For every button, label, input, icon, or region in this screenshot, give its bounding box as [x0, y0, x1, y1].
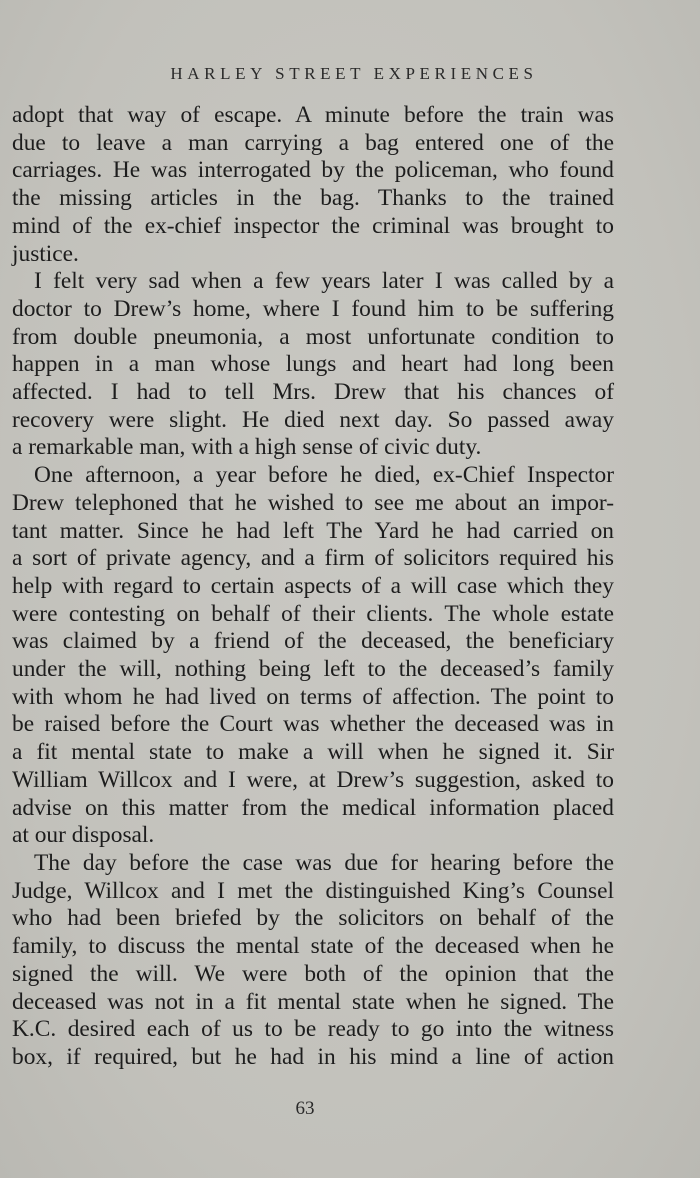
text-line: carriages. He was interrogated by the policeman, who found — [12, 157, 614, 184]
text-line: from double pneumonia, a most unfortunate condition to — [12, 323, 614, 350]
text-line: affected. I had to tell Mrs. Drew that his chances of — [12, 379, 614, 406]
text-line: deceased was not in a fit mental state when he signed. The — [12, 988, 614, 1015]
text-line: at our disposal. — [12, 822, 155, 849]
text-line: help with regard to certain aspects of a will case which they — [12, 572, 614, 599]
text-line: family, to discuss the mental state of the deceased when he — [12, 933, 614, 960]
text-line: doctor to Drew’s home, where I found him to be suffering — [12, 295, 614, 322]
text-line: mind of the ex-chief inspector the criminal was brought to — [12, 212, 614, 239]
text-line: tant matter. Since he had left The Yard he had carried on — [12, 517, 614, 544]
text-line: I felt very sad when a few years later I was called by a — [34, 268, 614, 295]
text-line: a sort of private agency, and a firm of solicitors required his — [12, 545, 614, 572]
text-line: K.C. desired each of us to be ready to go into the witness — [12, 1016, 614, 1043]
text-line: adopt that way of escape. A minute before the train was — [12, 102, 614, 128]
text-line: William Willcox and I were, at Drew’s suggestion, asked to — [12, 766, 614, 793]
text-line: was claimed by a friend of the deceased, the beneficiary — [12, 628, 614, 655]
text-line: due to leave a man carrying a bag entered one of the — [12, 129, 614, 156]
text-line: happen in a man whose lungs and heart had long been — [12, 351, 614, 378]
text-line: box, if required, but he had in his mind a line of action — [12, 1043, 614, 1070]
text-line: under the will, nothing being left to the deceased’s family — [12, 656, 614, 683]
text-line: a fit mental state to make a will when he signed it. Sir — [12, 739, 614, 766]
text-line: the missing articles in the bag. Thanks to the trained — [12, 185, 614, 212]
page-number: 63 — [295, 1098, 315, 1119]
text-line: who had been briefed by the solicitors on behalf of the — [12, 905, 614, 932]
text-line: recovery were slight. He died next day. So passed away — [12, 406, 614, 433]
text-line: signed the will. We were both of the opinion that the — [12, 960, 614, 987]
text-line: justice. — [12, 240, 79, 267]
text-line: Judge, Willcox and I met the distinguished King’s Counsel — [12, 877, 614, 904]
text-line: The day before the case was due for hearing before the — [34, 849, 614, 876]
text-line: One afternoon, a year before he died, ex-Chief Inspector — [34, 462, 614, 489]
text-line: with whom he had lived on terms of affection. The point to — [12, 683, 614, 710]
text-line: were contesting on behalf of their clients. The whole estate — [12, 600, 614, 627]
running-head: HARLEY STREET EXPERIENCES — [170, 64, 538, 83]
text-line: be raised before the Court was whether the deceased was in — [12, 711, 614, 738]
text-line: Drew telephoned that he wished to see me about an impor- — [12, 489, 614, 516]
body-text — [12, 102, 614, 1072]
text-line: advise on this matter from the medical information placed — [12, 794, 614, 821]
text-line: a remarkable man, with a high sense of civic duty. — [12, 434, 482, 461]
